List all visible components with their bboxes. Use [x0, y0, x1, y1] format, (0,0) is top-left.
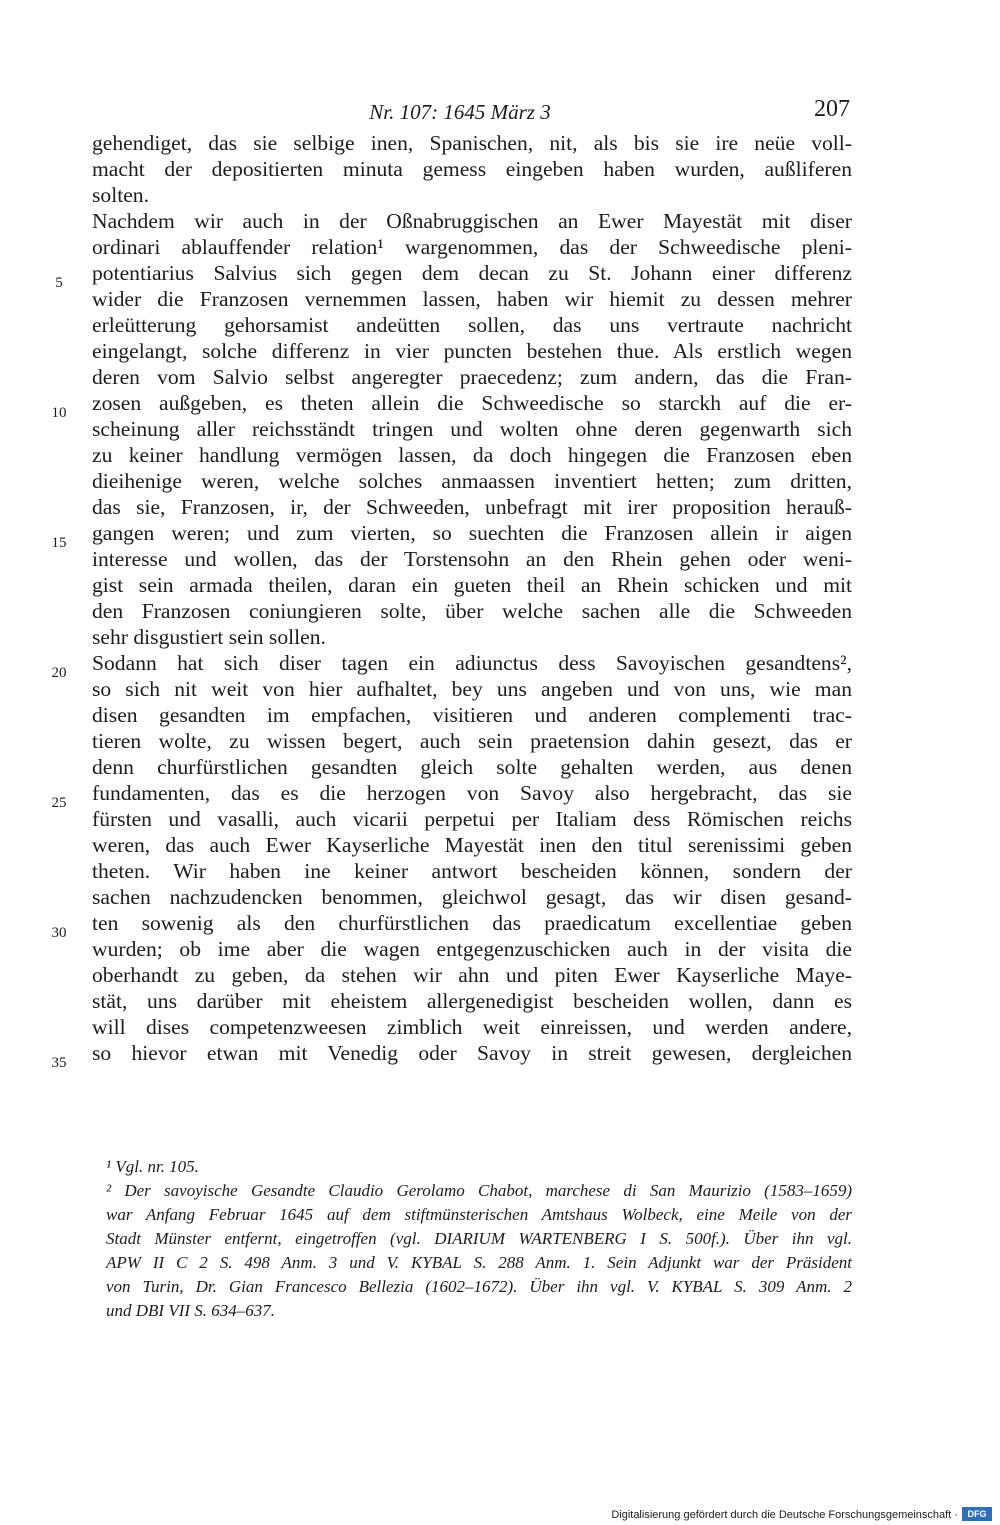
- text-line: wurden; ob ime aber die wagen entgegenzuschicken auch in der visita die: [92, 937, 852, 961]
- text-line: Sodann hat sich diser tagen ein adiunctus dess Savoyischen gesandtens²,: [92, 651, 852, 675]
- text-line: so sich nit weit von hier aufhaltet, bey uns angeben und von uns, wie man: [92, 677, 852, 701]
- footnote-line: ² Der savoyische Gesandte Claudio Gerolamo Chabot, marchese di San Maurizio (1583–1659): [106, 1181, 852, 1200]
- footnote-line: war Anfang Februar 1645 auf dem stiftmünsterischen Amtshaus Wolbeck, eine Meile von der: [106, 1205, 852, 1224]
- footnote-line: von Turin, Dr. Gian Francesco Bellezia (1602–1672). Über ihn vgl. V. KYBAL S. 309 Anm. 2: [106, 1277, 852, 1296]
- text-line: zu keiner handlung vermögen lassen, da doch hingegen die Franzosen eben: [92, 443, 852, 467]
- text-line: will dises competenzweesen zimblich weit einreissen, und werden andere,: [92, 1015, 852, 1039]
- running-header-title: Nr. 107: 1645 März 3: [369, 100, 551, 124]
- text-line: stät, uns darüber mit eheistem allergenedigist bescheiden wollen, dann es: [92, 989, 852, 1013]
- text-line: gangen weren; und zum vierten, so suechten die Franzosen allein ir aigen: [92, 521, 852, 545]
- line-number: 20: [51, 665, 67, 681]
- text-line: zosen außgeben, es theten allein die Schweedische so starckh auf die er-: [92, 391, 852, 415]
- text-line: solten.: [92, 183, 149, 207]
- text-line: so hievor etwan mit Venedig oder Savoy in streit gewesen, dergleichen: [92, 1041, 852, 1065]
- text-line: fürsten und vasalli, auch vicarii perpetui per Italiam dess Römischen reichs: [92, 807, 852, 831]
- page-number: 207: [814, 96, 850, 122]
- text-line: theten. Wir haben ine keiner antwort bescheiden können, sondern der: [92, 859, 852, 883]
- text-line: sehr disgustiert sein sollen.: [92, 625, 326, 649]
- text-line: wider die Franzosen vernemmen lassen, haben wir hiemit zu dessen mehrer: [92, 287, 852, 311]
- text-line: deren vom Salvio selbst angeregter praecedenz; zum andern, das die Fran-: [92, 365, 852, 389]
- text-line: das sie, Franzosen, ir, der Schweeden, unbefragt mit irer proposition herauß-: [92, 495, 852, 519]
- text-line: eingelangt, solche differenz in vier puncten bestehen thue. Als erstlich wegen: [92, 339, 852, 363]
- text-line: macht der depositierten minuta gemess eingeben haben wurden, außliferen: [92, 157, 852, 181]
- footnote-line: APW II C 2 S. 498 Anm. 3 und V. KYBAL S. 288 Anm. 1. Sein Adjunkt war der Präsident: [106, 1253, 852, 1272]
- text-line: disen gesandten im empfachen, visitieren und anderen complementi trac-: [92, 703, 852, 727]
- line-number: 25: [51, 795, 67, 811]
- text-line: fundamenten, das es die herzogen von Savoy also hergebracht, das sie: [92, 781, 852, 805]
- footnote-line: Stadt Münster entfernt, eingetroffen (vgl. DIARIUM WARTENBERG I S. 500f.). Über ihn vgl.: [106, 1229, 852, 1248]
- text-line: weren, das auch Ewer Kayserliche Mayestät inen den titul serenissimi geben: [92, 833, 852, 857]
- footnote-line: ¹ Vgl. nr. 105.: [106, 1157, 199, 1176]
- text-line: sachen nachzudencken benommen, gleichwol gesagt, das wir disen gesand-: [92, 885, 852, 909]
- text-line: dieihenige weren, welche solches anmaassen inventiert hetten; zum dritten,: [92, 469, 852, 493]
- text-line: potentiarius Salvius sich gegen dem decan zu St. Johann einer differenz: [92, 261, 852, 285]
- footnote-line: und DBI VII S. 634–637.: [106, 1301, 276, 1320]
- text-line: den Franzosen coniungieren solte, über welche sachen alle die Schweeden: [92, 599, 852, 623]
- text-line: oberhandt zu geben, da stehen wir ahn und piten Ewer Kayserliche Maye-: [92, 963, 852, 987]
- line-number: 5: [55, 275, 63, 291]
- text-line: gehendiget, das sie selbige inen, Spanischen, nit, als bis sie ire neüe voll-: [92, 131, 852, 155]
- digitization-credit-bar: [0, 1506, 1000, 1525]
- line-number: 30: [51, 925, 67, 941]
- dfg-logo: DFG: [962, 1507, 992, 1521]
- line-number: 10: [51, 405, 67, 421]
- text-line: denn churfürstlichen gesandten gleich solte gehalten werden, aus denen: [92, 755, 852, 779]
- text-line: ordinari ablauffender relation¹ wargenommen, das der Schweedische pleni-: [92, 235, 852, 259]
- text-line: tieren wolte, zu wissen begert, auch sein praetension dahin gesezt, das er: [92, 729, 852, 753]
- text-line: Nachdem wir auch in der Oßnabruggischen an Ewer Mayestät mit diser: [92, 209, 852, 233]
- text-line: interesse und wollen, das der Torstensohn an den Rhein gehen oder weni-: [92, 547, 852, 571]
- line-number: 15: [51, 535, 67, 551]
- text-line: gist sein armada theilen, daran ein gueten theil an Rhein schicken und mit: [92, 573, 852, 597]
- dfg-credit-text: Digitalisierung gefördert durch die Deutsche Forschungsgemeinschaft ·: [611, 1509, 958, 1521]
- text-line: ten sowenig als den churfürstlichen das praedicatum excellentiae geben: [92, 911, 852, 935]
- text-line: scheinung aller reichsständt tringen und wolten ohne deren gegenwarth sich: [92, 417, 852, 441]
- line-number: 35: [51, 1055, 67, 1071]
- text-line: erleütterung gehorsamist andeütten sollen, das uns vertraute nachricht: [92, 313, 852, 337]
